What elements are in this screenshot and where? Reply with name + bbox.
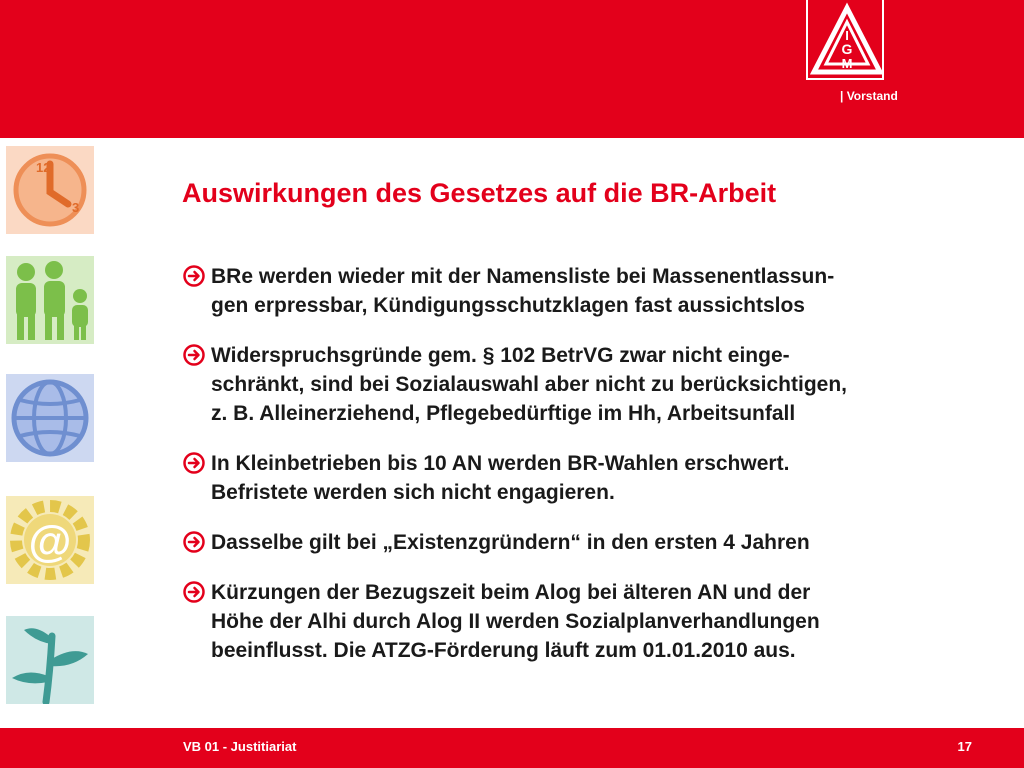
bullet-item bbox=[183, 262, 1003, 320]
bullet-item bbox=[183, 578, 1003, 665]
svg-text:M: M bbox=[841, 56, 853, 71]
bullet-text-line: z. B. Alleinerziehend, Pflegebedürftige im Hh, Arbeitsunfall bbox=[211, 402, 796, 425]
bullet-text-line: Kürzungen der Bezugszeit beim Alog bei älteren AN und der bbox=[211, 581, 811, 604]
bullet-item bbox=[183, 528, 1003, 557]
svg-text:G: G bbox=[841, 41, 853, 57]
bullet-text-line: Dasselbe gilt bei „Existenzgründern“ in den ersten 4 Jahren bbox=[211, 531, 810, 554]
footer-band bbox=[0, 728, 1024, 768]
igm-logo bbox=[806, 0, 884, 80]
svg-text:12: 12 bbox=[36, 160, 51, 175]
bullet-text-line: beeinflusst. Die ATZG-Förderung läuft zum 01.01.2010 aus. bbox=[211, 639, 796, 662]
slide-title: Auswirkungen des Gesetzes auf die BR-Arbeit bbox=[182, 178, 777, 208]
svg-text:3: 3 bbox=[72, 200, 80, 215]
bullet-text-line: gen erpressbar, Kündigungsschutzklagen fast aussichtslos bbox=[211, 294, 805, 317]
arrow-circle-icon bbox=[183, 581, 205, 603]
arrow-circle-icon bbox=[183, 531, 205, 553]
bullet-text-line: Befristete werden sich nicht engagieren. bbox=[211, 481, 615, 504]
header-subline: | Vorstand bbox=[840, 89, 898, 103]
bullet-text-line: Höhe der Alhi durch Alog II werden Sozialplanverhandlungen bbox=[211, 610, 820, 633]
side-icon-column bbox=[0, 138, 100, 728]
bullet-item bbox=[183, 341, 1003, 428]
globe-icon bbox=[6, 374, 94, 462]
arrow-circle-icon bbox=[183, 344, 205, 366]
at-sign-gear-icon bbox=[6, 496, 94, 584]
plant-icon bbox=[6, 616, 94, 704]
page-number: 17 bbox=[957, 739, 972, 754]
bullet-text-line: Widerspruchsgründe gem. § 102 BetrVG zwar nicht einge- bbox=[211, 344, 790, 367]
bullet-text-line: BRe werden wieder mit der Namensliste bei Massenentlassun- bbox=[211, 265, 835, 288]
igm-logo-icon bbox=[808, 0, 886, 80]
arrow-circle-icon bbox=[183, 452, 205, 474]
svg-text:@: @ bbox=[28, 517, 72, 566]
footer-department: VB 01 - Justitiariat bbox=[183, 739, 297, 754]
clock-icon bbox=[6, 146, 94, 234]
svg-text:I: I bbox=[845, 28, 849, 43]
bullet-text-line: schränkt, sind bei Sozialauswahl aber nicht zu berücksichtigen, bbox=[211, 373, 847, 396]
family-icon bbox=[6, 256, 94, 344]
bullet-item bbox=[183, 449, 1003, 507]
arrow-circle-icon bbox=[183, 265, 205, 287]
bullet-list bbox=[183, 262, 1003, 686]
bullet-text-line: In Kleinbetrieben bis 10 AN werden BR-Wahlen erschwert. bbox=[211, 452, 790, 475]
